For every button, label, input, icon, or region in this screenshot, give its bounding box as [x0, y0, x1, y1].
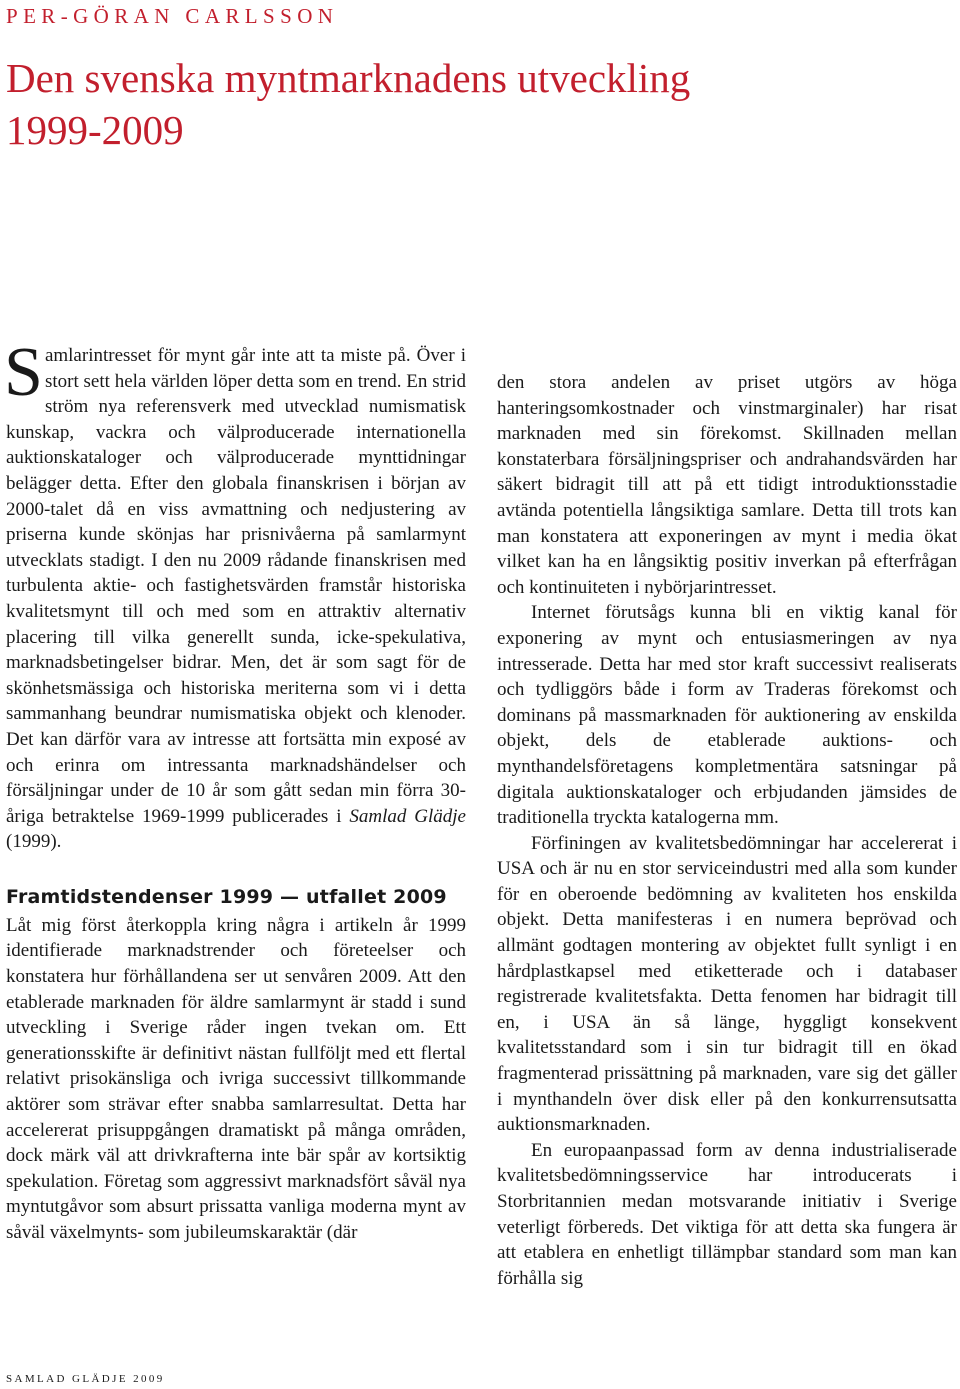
left-column [4, 334, 466, 1246]
section-subheading: Framtidstendenser 1999 — utfallet 2009 [6, 885, 447, 908]
drop-cap: S [4, 334, 43, 411]
right-paragraph-3: Förfiningen av kvalitetsbedömningar har accelererat i USA och är nu en stor serviceindustri med alla som kunder för en oberoende bedömning av kvaliteten hos enskilda objekt. Detta manifesteras i en numera beprövad och allmänt godtagen montering av objektet fullt synligt i en hårdplastkapsel med etiketterade och i databaser registrerade kvalitetsfakta. Detta fenomen har bidragit till en, i USA än så länge, hyggligt konsekvent kvalitetsstandard som i sin tur bidragit till en ökad fragmenterad prissättning på marknaden, vare sig det gäller i mynthandeln över disk eller på den konkurrensutsatta auktionsmarknaden. [497, 832, 957, 1136]
intro-paragraph [4, 334, 466, 855]
right-paragraph-4: En europaanpassad form av denna industrialiserade kvalitetsbedömningsservice har introducerats i Storbritannien medan motsvarande initiativ i Sverige veterligt förbereds. Det viktiga för att detta ska fungera är att etablera en enhetligt tillämpbar standard som man kan förhålla sig [497, 1139, 957, 1289]
author-name: PER-GÖRAN CARLSSON [6, 4, 339, 28]
section-paragraph: Låt mig först återkoppla kring några i artikeln år 1999 identifierade marknadstrender och företeelser och konstatera hur förhållandena ser ut senvåren 2009. Att den etablerade marknaden för äldre samlarmynt är stadd i sund utveckling i Sverige råder ingen tvekan om. Ett generationsskifte är definitivt nästan fullföljt med ett flertal relativt prisokänsliga och ivriga successivt tillkommande aktörer som strävar efter snabba samlarresultat. Detta har accelererat prisuppgången dramatiskt på många områden, dock märk väl att drivkrafterna inte bär spår av kortsiktig spekulation. Företag som aggressivt marknadsfört såväl nya myntutgåvor som absurt prissatta vanliga moderna mynt av såväl växelmynts- som jubileumskaraktär (där [6, 914, 466, 1243]
intro-text: amlarintresset för mynt går inte att ta miste på. Över i stort sett hela världen löper detta som en trend. En strid ström nya referensverk med utvecklad numismatisk kunskap, vackra och välproducerade internationella auktionskataloger och välproducerade mynttidningar belägger detta. Efter den globala finanskrisen i början av 2000-talet då en viss avmattning och nedjustering av priserna kunde skönjas har prisnivåerna på samlarmynt utvecklats stadigt. I den nu 2009 rådande finanskrisen med turbulenta aktie- och fastighetsvärden framstår historiska kvalitetsmynt till och med som en attraktiv alternativ placering till vilka generellt sunda, icke-spekulativa, marknadsbetingelser bidrar. Men, det är som sagt för de skönhetsmässiga och historiska meriterna som vi i detta sammanhang beundrar numismatiska objekt och klenoder. Det kan därför vara av intresse att fortsätta min exposé av och erinra om intressanta marknadshändelser och försäljningar under de 10 år som gått sedan min förra 30-åriga betraktelse 1969-1999 publicerades i [6, 345, 466, 827]
publication-title-italic: Samlad Glädje [349, 805, 466, 827]
right-column [497, 370, 957, 1291]
article-title: Den svenska myntmarknadens utveckling 1999-2009 [6, 55, 691, 153]
footer-publication: SAMLAD GLÄDJE 2009 [6, 1373, 165, 1385]
right-paragraph-2: Internet förutsågs kunna bli en viktig kanal för exponering av mynt och entusiasmeringen av nya intresserade. Detta har med stor kraft successivt realiserats och tydliggörs både i form av Traderas förekomst och dominans på massmarknaden för auktionering av enskilda objekt, dels de etablerade auktions- och mynthandelsföretagens kompletmentära satsningar på digitala auktionskataloger och erbjudanden jämsides de traditionella tryckta katalogerna mm. [497, 602, 957, 829]
intro-text-end: (1999). [6, 831, 62, 853]
right-paragraph-1: den stora andelen av priset utgörs av höga hanteringsomkostnader och vinstmarginaler) har risat marknaden med sin förekomst. Skillnaden mellan konstaterbara försäljningspriser och andrahandsvärden har säkert bidragit till att på ett tidigt introduktionsstadie avtända potentiella långsiktiga samlare. Detta till trots kan man konstatera att exponeringen av mynt i media ökat vilket kan ha en långsiktig positiv inverkan på efterfrågan och kontinuiteten i nybörjarintresset. [497, 372, 957, 598]
